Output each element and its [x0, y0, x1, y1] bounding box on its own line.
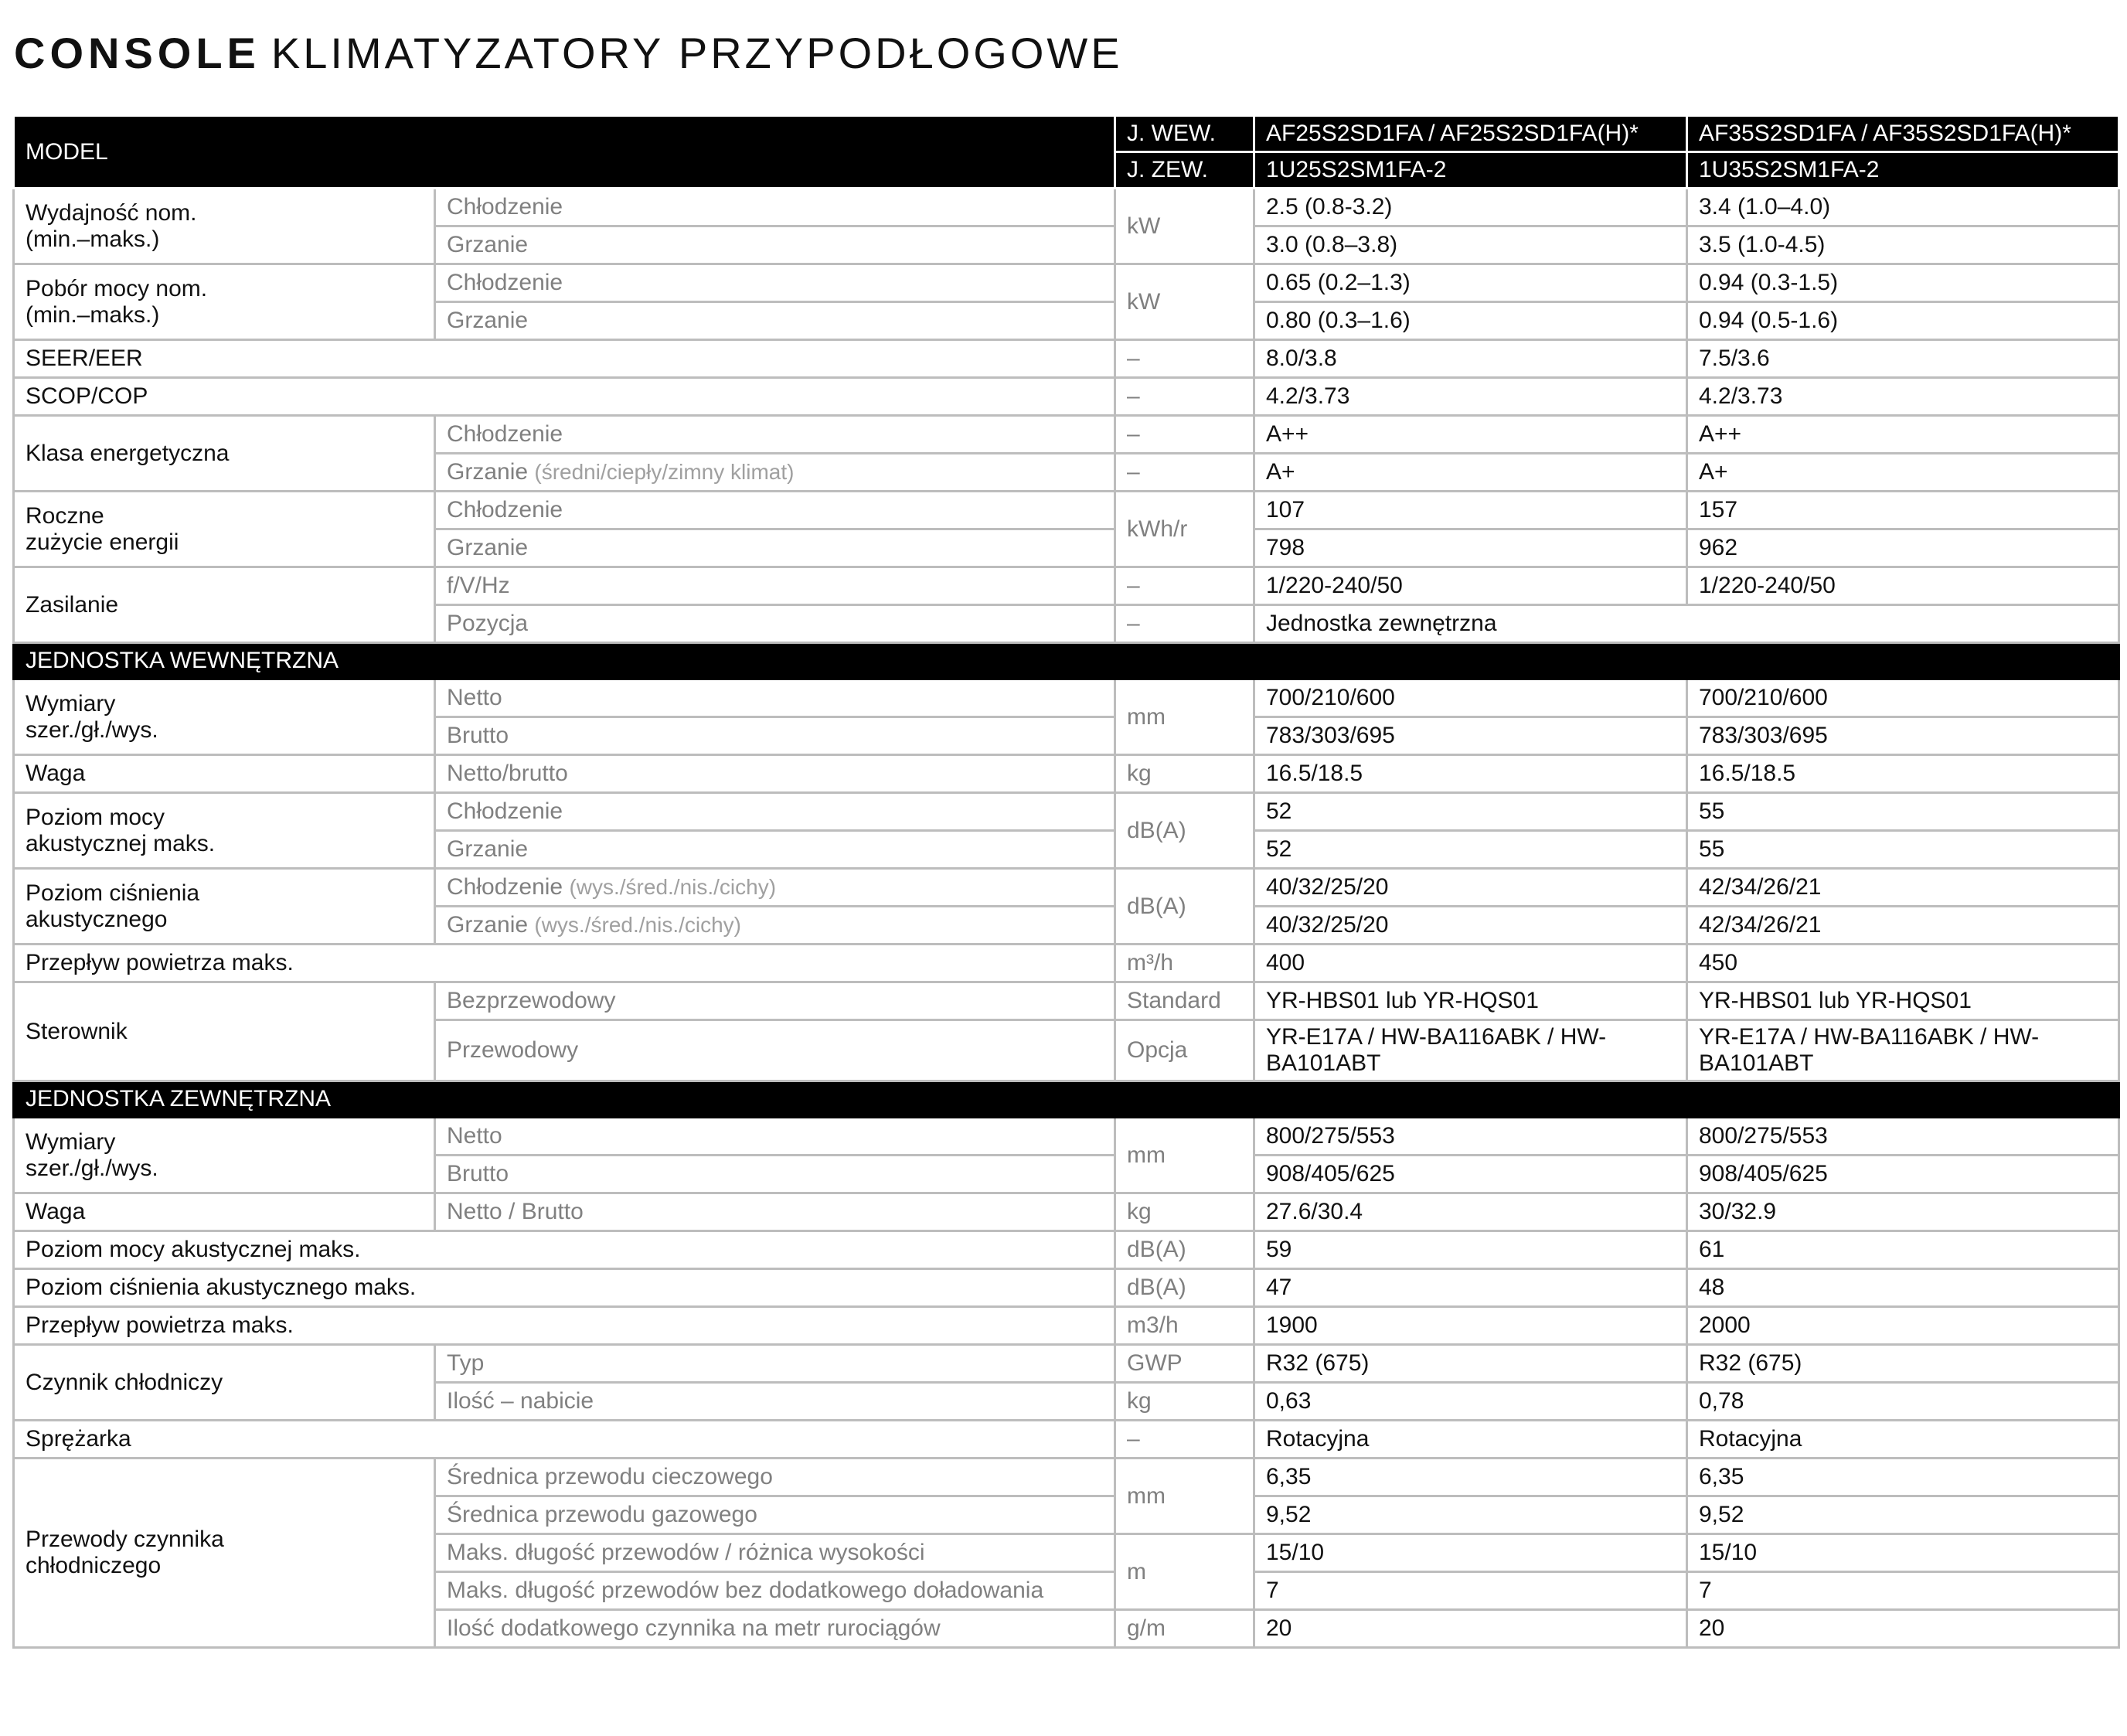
value-cell: 47 [1254, 1269, 1687, 1307]
value-cell: 962 [1687, 529, 2119, 567]
section-title: JEDNOSTKA ZEWNĘTRZNA [14, 1081, 2119, 1118]
outdoor-model-b: 1U35S2SM1FA-2 [1687, 152, 2119, 189]
level-note: (wys./śred./nis./cichy) [534, 913, 741, 937]
value-cell: 16.5/18.5 [1254, 755, 1687, 793]
unit-cell: GWP [1115, 1345, 1254, 1383]
sub-label: Typ [435, 1345, 1115, 1383]
value-cell: 0.94 (0.3-1.5) [1687, 264, 2119, 302]
sub-label: Netto / Brutto [435, 1193, 1115, 1231]
sub-label: Chłodzenie (wys./śred./nis./cichy) [435, 869, 1115, 907]
value-cell: R32 (675) [1687, 1345, 2119, 1383]
table-row [14, 1193, 2119, 1231]
model-header: MODEL [14, 116, 1115, 189]
value-cell: A+ [1254, 454, 1687, 492]
unit-cell: – [1115, 340, 1254, 378]
refrigerant-label: Czynnik chłodniczy [14, 1345, 435, 1421]
value-cell: 30/32.9 [1687, 1193, 2119, 1231]
value-cell: 0.94 (0.5-1.6) [1687, 302, 2119, 340]
sub-label: Grzanie [435, 226, 1115, 264]
table-row [14, 1231, 2119, 1269]
table-row [14, 1459, 2119, 1496]
value-cell: 783/303/695 [1254, 717, 1687, 755]
value-cell: 59 [1254, 1231, 1687, 1269]
sub-label: Chłodzenie [435, 264, 1115, 302]
compressor-label: Sprężarka [14, 1421, 1115, 1459]
sub-label: Średnica przewodu gazowego [435, 1496, 1115, 1534]
title-subtitle: KLIMATYZATORY PRZYPODŁOGOWE [271, 29, 1123, 77]
value-cell: 1/220-240/50 [1687, 567, 2119, 605]
unit-cell: kW [1115, 264, 1254, 340]
indoor-dims-label: Wymiary szer./gł./wys. [14, 679, 435, 755]
value-cell: 40/32/25/20 [1254, 869, 1687, 907]
value-cell: 8.0/3.8 [1254, 340, 1687, 378]
table-row [14, 1307, 2119, 1345]
value-cell: 3.5 (1.0-4.5) [1687, 226, 2119, 264]
value-cell: Rotacyjna [1687, 1421, 2119, 1459]
value-cell: 55 [1687, 831, 2119, 869]
unit-cell: g/m [1115, 1610, 1254, 1648]
indoor-airflow-label: Przepływ powietrza maks. [14, 945, 1115, 982]
sub-label: Średnica przewodu cieczowego [435, 1459, 1115, 1496]
unit-cell: mm [1115, 679, 1254, 755]
sub-label: Chłodzenie [435, 793, 1115, 831]
sub-label: Netto/brutto [435, 755, 1115, 793]
value-cell: 0,78 [1687, 1383, 2119, 1421]
value-cell: Jednostka zewnętrzna [1254, 605, 2119, 643]
value-cell: 908/405/625 [1254, 1156, 1687, 1193]
sub-label: Maks. długość przewodów / różnica wysokości [435, 1534, 1115, 1572]
value-cell: 20 [1687, 1610, 2119, 1648]
value-cell: 700/210/600 [1254, 679, 1687, 717]
table-row [14, 945, 2119, 982]
value-cell: 16.5/18.5 [1687, 755, 2119, 793]
unit-cell: Standard [1115, 982, 1254, 1020]
table-row [14, 264, 2119, 302]
value-cell: 61 [1687, 1231, 2119, 1269]
sub-label: Ilość dodatkowego czynnika na metr rurociągów [435, 1610, 1115, 1648]
sub-label: Chłodzenie [435, 189, 1115, 226]
value-cell: YR-E17A / HW-BA116ABK / HW- BA101ABT [1254, 1020, 1687, 1081]
outdoor-airflow-label: Przepływ powietrza maks. [14, 1307, 1115, 1345]
value-cell: 783/303/695 [1687, 717, 2119, 755]
indoor-weight-label: Waga [14, 755, 435, 793]
value-cell: 400 [1254, 945, 1687, 982]
unit-cell: Opcja [1115, 1020, 1254, 1081]
value-cell: A++ [1687, 416, 2119, 454]
power-label: Pobór mocy nom. (min.–maks.) [14, 264, 435, 340]
value-cell: 0.80 (0.3–1.6) [1254, 302, 1687, 340]
outdoor-unit-label: J. ZEW. [1115, 152, 1254, 189]
value-cell: 3.0 (0.8–3.8) [1254, 226, 1687, 264]
sub-label: Netto [435, 1118, 1115, 1156]
value-cell: 4.2/3.73 [1687, 378, 2119, 416]
value-cell: 4.2/3.73 [1254, 378, 1687, 416]
title-brand: CONSOLE [14, 29, 260, 77]
climate-note: (średni/ciepły/zimny klimat) [534, 460, 795, 484]
outdoor-sound-pressure-label: Poziom ciśnienia akustycznego maks. [14, 1269, 1115, 1307]
value-cell: 6,35 [1687, 1459, 2119, 1496]
value-cell: 15/10 [1254, 1534, 1687, 1572]
value-cell: 0.65 (0.2–1.3) [1254, 264, 1687, 302]
table-row [14, 1345, 2119, 1383]
value-cell: 52 [1254, 793, 1687, 831]
value-cell: 1/220-240/50 [1254, 567, 1687, 605]
value-cell: 3.4 (1.0–4.0) [1687, 189, 2119, 226]
indoor-unit-label: J. WEW. [1115, 116, 1254, 152]
level-note: (wys./śred./nis./cichy) [569, 875, 777, 899]
sub-label: Bezprzewodowy [435, 982, 1115, 1020]
value-cell: 20 [1254, 1610, 1687, 1648]
sub-label: Grzanie [435, 302, 1115, 340]
value-cell: 2000 [1687, 1307, 2119, 1345]
value-cell: YR-HBS01 lub YR-HQS01 [1687, 982, 2119, 1020]
value-cell: 1900 [1254, 1307, 1687, 1345]
value-cell: YR-HBS01 lub YR-HQS01 [1254, 982, 1687, 1020]
value-cell: 42/34/26/21 [1687, 869, 2119, 907]
table-row [14, 189, 2119, 226]
unit-cell: kg [1115, 1193, 1254, 1231]
capacity-label: Wydajność nom. (min.–maks.) [14, 189, 435, 264]
sub-label: Przewodowy [435, 1020, 1115, 1081]
value-cell: 27.6/30.4 [1254, 1193, 1687, 1231]
table-row [14, 1269, 2119, 1307]
table-row [14, 793, 2119, 831]
value-cell: 450 [1687, 945, 2119, 982]
sub-label: Brutto [435, 1156, 1115, 1193]
value-cell: 908/405/625 [1687, 1156, 2119, 1193]
value-cell: 9,52 [1687, 1496, 2119, 1534]
value-cell: 9,52 [1254, 1496, 1687, 1534]
table-row [14, 679, 2119, 717]
table-row [14, 492, 2119, 529]
value-cell: A+ [1687, 454, 2119, 492]
section-header-indoor [14, 643, 2119, 679]
indoor-sound-power-label: Poziom mocy akustycznej maks. [14, 793, 435, 869]
table-row [14, 982, 2119, 1020]
outdoor-weight-label: Waga [14, 1193, 435, 1231]
value-cell: 2.5 (0.8-3.2) [1254, 189, 1687, 226]
outdoor-model-a: 1U25S2SM1FA-2 [1254, 152, 1687, 189]
unit-cell: – [1115, 567, 1254, 605]
sub-label: Pozycja [435, 605, 1115, 643]
annual-energy-label: Roczne zużycie energii [14, 492, 435, 567]
page-title [14, 28, 1123, 79]
unit-cell: kWh/r [1115, 492, 1254, 567]
header-row-indoor [14, 116, 2119, 152]
sub-label: Grzanie [435, 831, 1115, 869]
value-cell: 700/210/600 [1687, 679, 2119, 717]
value-cell: 0,63 [1254, 1383, 1687, 1421]
sub-label: Grzanie (średni/ciepły/zimny klimat) [435, 454, 1115, 492]
sub-label: Chłodzenie [435, 492, 1115, 529]
value-cell: 107 [1254, 492, 1687, 529]
table-row [14, 869, 2119, 907]
table-row [14, 416, 2119, 454]
value-cell: 157 [1687, 492, 2119, 529]
outdoor-sound-power-label: Poziom mocy akustycznej maks. [14, 1231, 1115, 1269]
controller-label: Sterownik [14, 982, 435, 1081]
value-cell: Rotacyjna [1254, 1421, 1687, 1459]
value-cell: 15/10 [1687, 1534, 2119, 1572]
sub-label: Ilość – nabicie [435, 1383, 1115, 1421]
spec-table [12, 114, 2120, 1649]
value-cell: 55 [1687, 793, 2119, 831]
sub-label: f/V/Hz [435, 567, 1115, 605]
sub-label: Maks. długość przewodów bez dodatkowego doładowania [435, 1572, 1115, 1610]
unit-cell: kg [1115, 1383, 1254, 1421]
value-cell: 40/32/25/20 [1254, 907, 1687, 945]
seer-label: SEER/EER [14, 340, 1115, 378]
indoor-model-b: AF35S2SD1FA / AF35S2SD1FA(H)* [1687, 116, 2119, 152]
unit-cell: – [1115, 416, 1254, 454]
unit-cell: – [1115, 605, 1254, 643]
scop-label: SCOP/COP [14, 378, 1115, 416]
pipes-label: Przewody czynnika chłodniczego [14, 1459, 435, 1648]
table-row [14, 567, 2119, 605]
section-header-outdoor [14, 1081, 2119, 1118]
unit-cell: dB(A) [1115, 869, 1254, 945]
value-cell: 48 [1687, 1269, 2119, 1307]
sub-label: Chłodzenie [435, 416, 1115, 454]
unit-cell: kg [1115, 755, 1254, 793]
table-row [14, 340, 2119, 378]
unit-cell: kW [1115, 189, 1254, 264]
supply-label: Zasilanie [14, 567, 435, 643]
value-cell: R32 (675) [1254, 1345, 1687, 1383]
sub-label: Netto [435, 679, 1115, 717]
value-cell: A++ [1254, 416, 1687, 454]
value-cell: 798 [1254, 529, 1687, 567]
energy-class-label: Klasa energetyczna [14, 416, 435, 492]
indoor-model-a: AF25S2SD1FA / AF25S2SD1FA(H)* [1254, 116, 1687, 152]
sub-label: Grzanie [435, 529, 1115, 567]
indoor-sound-pressure-label: Poziom ciśnienia akustycznego [14, 869, 435, 945]
unit-cell: m [1115, 1534, 1254, 1610]
value-cell: 6,35 [1254, 1459, 1687, 1496]
value-cell: 7.5/3.6 [1687, 340, 2119, 378]
unit-cell: dB(A) [1115, 1269, 1254, 1307]
unit-cell: – [1115, 1421, 1254, 1459]
value-cell: 7 [1687, 1572, 2119, 1610]
table-row [14, 378, 2119, 416]
unit-cell: dB(A) [1115, 793, 1254, 869]
value-cell: YR-E17A / HW-BA116ABK / HW- BA101ABT [1687, 1020, 2119, 1081]
table-row [14, 1421, 2119, 1459]
section-title: JEDNOSTKA WEWNĘTRZNA [14, 643, 2119, 679]
unit-cell: m³/h [1115, 945, 1254, 982]
table-row [14, 1118, 2119, 1156]
value-cell: 52 [1254, 831, 1687, 869]
value-cell: 42/34/26/21 [1687, 907, 2119, 945]
value-cell: 800/275/553 [1254, 1118, 1687, 1156]
sub-label: Brutto [435, 717, 1115, 755]
unit-cell: – [1115, 378, 1254, 416]
unit-cell: – [1115, 454, 1254, 492]
outdoor-dims-label: Wymiary szer./gł./wys. [14, 1118, 435, 1193]
unit-cell: mm [1115, 1118, 1254, 1193]
value-cell: 800/275/553 [1687, 1118, 2119, 1156]
unit-cell: m3/h [1115, 1307, 1254, 1345]
unit-cell: mm [1115, 1459, 1254, 1534]
sub-label: Grzanie (wys./śred./nis./cichy) [435, 907, 1115, 945]
value-cell: 7 [1254, 1572, 1687, 1610]
unit-cell: dB(A) [1115, 1231, 1254, 1269]
table-row [14, 755, 2119, 793]
